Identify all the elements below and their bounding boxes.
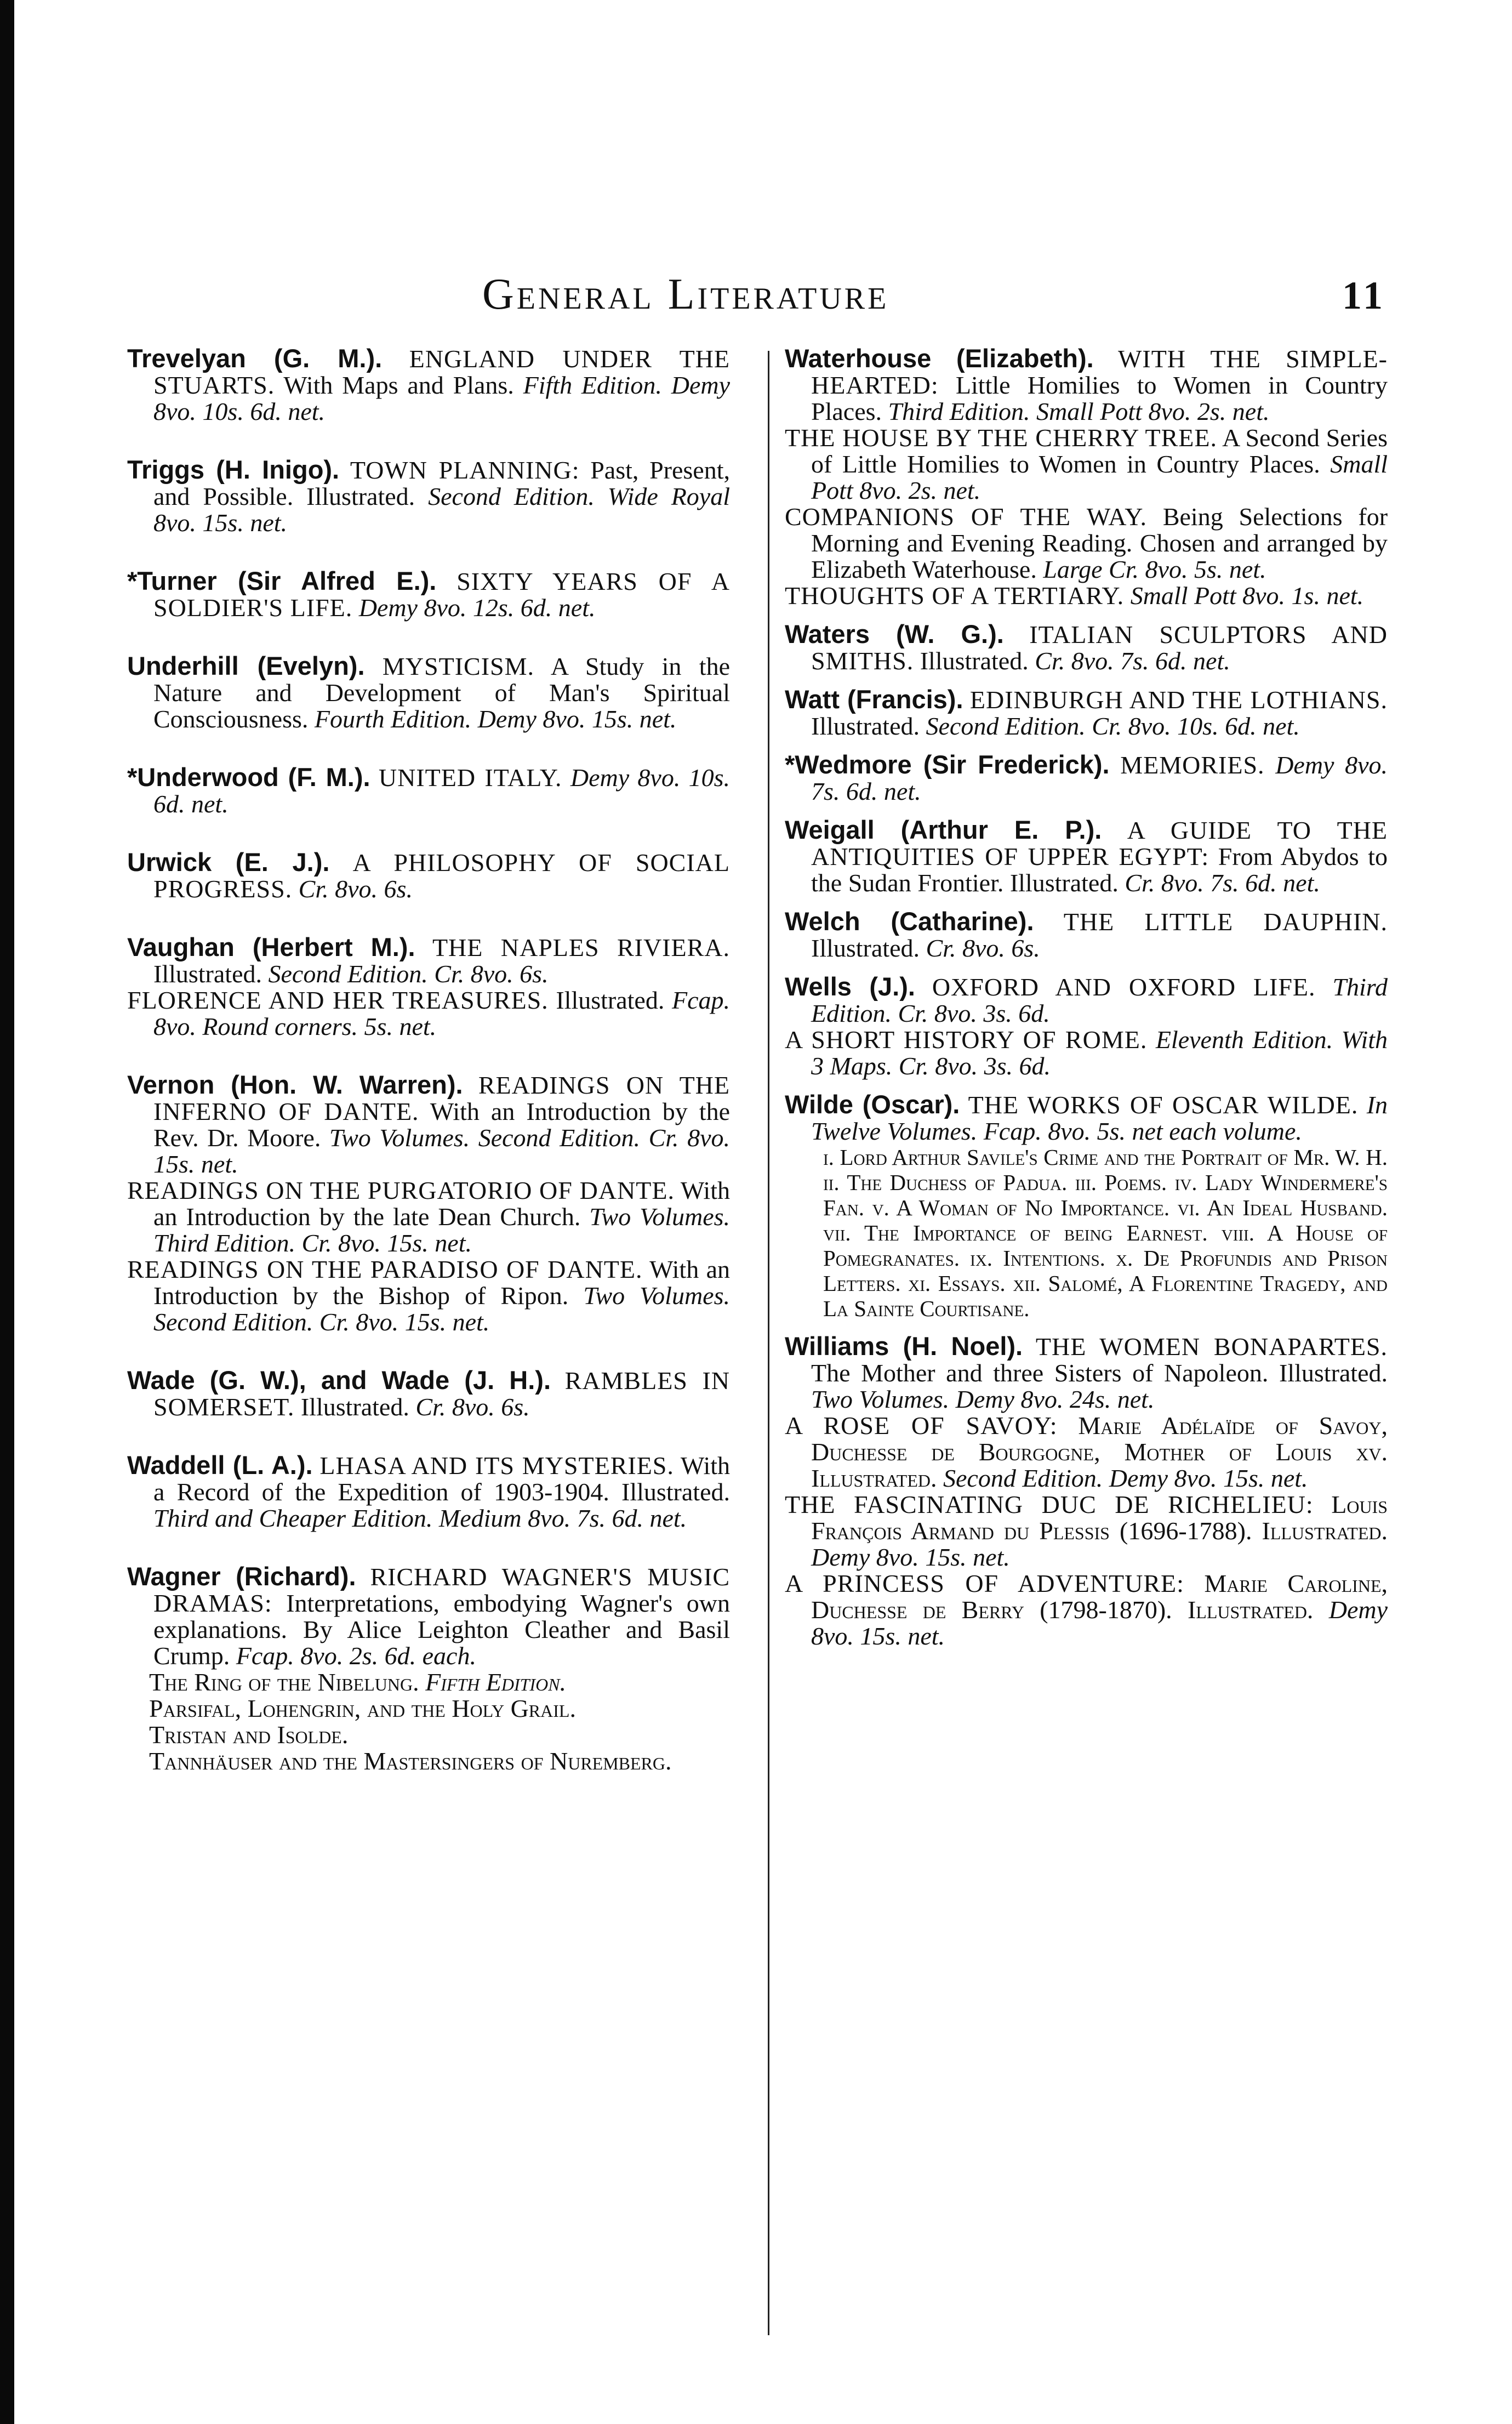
left-column — [127, 345, 730, 1774]
entry-author: Vaughan (Herbert M.). — [127, 932, 415, 961]
entry-description: Illustrated. — [556, 986, 665, 1014]
catalog-entry — [785, 504, 1388, 583]
catalog-entry — [785, 1413, 1388, 1492]
catalog-entry — [127, 1367, 730, 1420]
entry-author: Vernon (Hon. W. Warren). — [127, 1070, 463, 1099]
catalog-entry — [785, 686, 1388, 739]
catalog-entry — [127, 653, 730, 732]
entry-title: UNITED ITALY. — [378, 764, 562, 792]
entry-title: MEMORIES. — [1120, 751, 1265, 779]
entry-title: LHASA AND ITS MYSTERIES. — [319, 1452, 674, 1480]
catalog-entry — [785, 1027, 1388, 1079]
sub-title: Tristan and Isolde. — [149, 1721, 349, 1749]
entry-edition: Cr. 8vo. 7s. 6d. net. — [1035, 647, 1230, 675]
entry-edition: Two Volumes. Demy 8vo. 24s. net. — [811, 1385, 1155, 1413]
entry-description: Illustrated. — [920, 647, 1029, 675]
scan-edge-shadow — [0, 0, 14, 2424]
entry-description: Illustrated. — [300, 1393, 409, 1421]
entry-title: COMPANIONS OF THE WAY. — [785, 503, 1148, 531]
catalog-entry — [785, 1333, 1388, 1413]
entry-title: A ROSE OF SAVOY: — [785, 1412, 1058, 1439]
catalog-entry — [785, 425, 1388, 504]
entry-author: Waters (W. G.). — [785, 619, 1004, 648]
entry-edition: Demy 8vo. 10s. 6d. net. — [153, 764, 730, 818]
entry-edition: Two Volumes. Second Edition. Cr. 8vo. 15s. net. — [153, 1282, 730, 1336]
entry-description: Little Homilies to Women in Country Places. — [811, 371, 1388, 425]
entry-author: Williams (H. Noel). — [785, 1332, 1023, 1361]
entry-description: With an Introduction by the Bishop of Ripon. — [153, 1255, 730, 1310]
entry-description: Past, Present, and Possible. Illustrated. — [153, 456, 730, 510]
entry-edition: Demy 8vo. 7s. 6d. net. — [811, 751, 1388, 805]
entry-description: Louis François Armand du Plessis (1696-1788). Illustrated. — [811, 1490, 1388, 1545]
entry-title: READINGS ON THE PURGATORIO OF DANTE. — [127, 1176, 675, 1204]
right-column — [785, 345, 1388, 1649]
entry-description: Illustrated. — [811, 934, 920, 962]
entry-author: Wells (J.). — [785, 972, 915, 1001]
catalog-entry — [127, 934, 730, 987]
entry-edition: Cr. 8vo. 6s. — [415, 1393, 530, 1421]
catalog-entry — [785, 908, 1388, 961]
entry-edition: Eleventh Edition. With 3 Maps. Cr. 8vo. 3s. 6d. — [811, 1026, 1388, 1080]
entry-author: Welch (Catharine). — [785, 907, 1034, 936]
entry-title: THE LITTLE DAUPHIN. — [1063, 908, 1388, 936]
entry-description: Illustrated. — [811, 712, 920, 740]
entry-edition: In Twelve Volumes. Fcap. 8vo. 5s. net each volume. — [811, 1091, 1388, 1145]
entry-description: A Second Series of Little Homilies to Women in Country Places. — [811, 424, 1388, 478]
entry-title: RICHARD WAGNER'S MUSIC DRAMAS: — [153, 1563, 731, 1617]
entry-title: TOWN PLANNING: — [350, 456, 580, 484]
entry-edition: Cr. 8vo. 6s. — [298, 875, 413, 903]
entry-title: ENGLAND UNDER THE STUARTS. — [153, 345, 730, 399]
entry-description: Illustrated. — [153, 960, 262, 988]
entry-description: From Abydos to the Sudan Frontier. Illustrated. — [811, 843, 1388, 897]
entry-title: THE HOUSE BY THE CHERRY TREE. — [785, 424, 1217, 452]
entry-edition: Demy 8vo. 15s. net. — [811, 1596, 1388, 1650]
entry-title: A PRINCESS OF ADVENTURE: — [785, 1569, 1184, 1597]
catalog-entry — [785, 817, 1388, 896]
entry-edition: Cr. 8vo. 6s. — [926, 934, 1040, 962]
entry-description: A Study in the Nature and Development of Man's Spiritual Consciousness. — [153, 652, 730, 733]
entry-edition: Two Volumes. Third Edition. Cr. 8vo. 15s. net. — [153, 1203, 731, 1257]
catalog-entry — [127, 568, 730, 621]
catalog-entry — [785, 974, 1388, 1027]
entry-edition: Third Edition. Small Pott 8vo. 2s. net. — [888, 397, 1270, 425]
entry-author: *Underwood (F. M.). — [127, 763, 370, 792]
entry-edition: Demy 8vo. 15s. net. — [811, 1543, 1010, 1571]
entry-description: Marie Adélaïde of Savoy, Duchesse de Bourgogne, Mother of Louis xv. Illustrated. — [811, 1412, 1388, 1492]
entry-edition: Third Edition. Cr. 8vo. 3s. 6d. — [811, 973, 1388, 1027]
sub-title: Parsifal, Lohengrin, and the Holy Grail. — [149, 1694, 576, 1722]
sub-title: The Ring of the Nibelung. Fifth Edition. — [149, 1668, 567, 1696]
entry-author: Weigall (Arthur E. P.). — [785, 815, 1102, 844]
entry-edition: Large Cr. 8vo. 5s. net. — [1043, 555, 1266, 583]
entry-title: A PHILOSOPHY OF SOCIAL PROGRESS. — [153, 849, 730, 903]
sub-title: Tannhäuser and the Mastersingers of Nuremberg. — [149, 1747, 672, 1775]
entry-title: WITH THE SIMPLE-HEARTED: — [811, 345, 1388, 399]
entry-author: Waddell (L. A.). — [127, 1450, 313, 1480]
entry-edition: Two Volumes. Second Edition. Cr. 8vo. 15s. net. — [153, 1124, 731, 1178]
catalog-entry — [785, 1091, 1388, 1145]
running-header — [0, 270, 1512, 325]
entry-edition: Fcap. 8vo. 2s. 6d. each. — [236, 1642, 476, 1670]
catalog-entry — [127, 1072, 730, 1177]
entry-edition: Second Edition. Wide Royal 8vo. 15s. net. — [153, 482, 731, 537]
entry-title: RAMBLES IN SOMERSET. — [153, 1367, 730, 1421]
catalog-entry — [785, 1571, 1388, 1649]
entry-edition: Small Pott 8vo. 1s. net. — [1130, 582, 1364, 610]
entry-title: THE NAPLES RIVIERA. — [432, 934, 730, 961]
entry-title: FLORENCE AND HER TREASURES. — [127, 986, 549, 1014]
catalog-entry — [127, 1177, 730, 1256]
catalog-entry — [127, 345, 730, 425]
catalog-entry — [127, 1452, 730, 1532]
catalog-entry — [785, 345, 1388, 425]
entry-title: ITALIAN SCULPTORS AND SMITHS. — [811, 621, 1388, 675]
catalog-entry — [785, 583, 1388, 609]
entry-title: OXFORD AND OXFORD LIFE. — [932, 973, 1316, 1001]
entry-edition: Fifth Edition. Demy 8vo. 10s. 6d. net. — [153, 371, 730, 425]
entry-author: Wilde (Oscar). — [785, 1090, 960, 1119]
catalog-entry — [785, 1492, 1388, 1571]
entry-edition: Fourth Edition. Demy 8vo. 15s. net. — [314, 705, 677, 733]
entry-author: Waterhouse (Elizabeth). — [785, 344, 1094, 373]
entry-author: *Turner (Sir Alfred E.). — [127, 566, 437, 595]
catalog-entry — [785, 752, 1388, 805]
catalog-entry — [785, 621, 1388, 674]
entry-description: The Mother and three Sisters of Napoleon. Illustrated. — [811, 1359, 1388, 1387]
entry-title: THE WOMEN BONAPARTES. — [1035, 1333, 1388, 1361]
entry-description: With a Record of the Expedition of 1903-1904. Illustrated. — [153, 1452, 731, 1506]
catalog-entry — [127, 849, 730, 902]
entry-author: Triggs (H. Inigo). — [127, 455, 340, 484]
catalog-entry — [127, 987, 730, 1040]
entry-author: Wagner (Richard). — [127, 1562, 356, 1591]
entry-title: THOUGHTS OF A TERTIARY. — [785, 582, 1125, 610]
wilde-volume-list: i. Lord Arthur Savile's Crime and the Portrait of Mr. W. H. ii. The Duchess of Padua. iii. Poems. iv. Lady Windermere's Fan. v. A Woman of No Importance. vi. An Ideal Husband. vii. The Importance of being Earnest. viii. A House of Pomegranates. ix. Intentions. x. De Profundis and Prison Letters. xi. Essays. xii. Salomé, A Florentine Tragedy, and La Sainte Courtisane. — [823, 1145, 1388, 1321]
entry-author: Underhill (Evelyn). — [127, 651, 365, 680]
entry-description: Marie Caroline, Duchesse de Berry (1798-1870). Illustrated. — [811, 1569, 1388, 1624]
entry-edition: Second Edition. Cr. 8vo. 6s. — [268, 960, 549, 988]
entry-edition: Small Pott 8vo. 2s. net. — [811, 450, 1388, 504]
entry-edition: Cr. 8vo. 7s. 6d. net. — [1125, 869, 1320, 897]
entry-edition: Third and Cheaper Edition. Medium 8vo. 7s. 6d. net. — [153, 1504, 687, 1532]
entry-title: READINGS ON THE INFERNO OF DANTE. — [153, 1071, 731, 1125]
entry-edition: Demy 8vo. 12s. 6d. net. — [358, 594, 596, 622]
entry-author: Watt (Francis). — [785, 685, 963, 714]
entry-author: Wade (G. W.), and Wade (J. H.). — [127, 1365, 551, 1395]
entry-title: EDINBURGH AND THE LOTHIANS. — [969, 686, 1388, 714]
entry-author: Trevelyan (G. M.). — [127, 344, 383, 373]
entry-title: THE FASCINATING DUC DE RICHELIEU: — [785, 1490, 1314, 1518]
entry-title: A SHORT HISTORY OF ROME. — [785, 1026, 1148, 1054]
entry-edition: Second Edition. Demy 8vo. 15s. net. — [943, 1464, 1308, 1492]
entry-title: MYSTICISM. — [382, 652, 534, 680]
page-title: General Literature — [482, 270, 889, 318]
column-rule — [768, 351, 769, 2335]
catalog-entry — [127, 764, 730, 817]
entry-description: Interpretations, embodying Wagner's own explanations. By Alice Leighton Cleather and Basil Crump. — [153, 1589, 731, 1670]
entry-description: With an Introduction by the late Dean Church. — [153, 1176, 730, 1231]
entry-title: THE WORKS OF OSCAR WILDE. — [968, 1091, 1359, 1119]
entry-title: A GUIDE TO THE ANTIQUITIES OF UPPER EGYPT: — [811, 816, 1388, 870]
page-number: 11 — [1342, 274, 1387, 317]
entry-author: Urwick (E. J.). — [127, 847, 330, 877]
catalog-entry — [127, 457, 730, 536]
catalog-entry — [127, 1563, 730, 1669]
entry-title: SIXTY YEARS OF A SOLDIER'S LIFE. — [153, 567, 731, 622]
entry-description: With an Introduction by the Rev. Dr. Moore. — [153, 1097, 731, 1152]
entry-description: With Maps and Plans. — [283, 371, 514, 399]
entry-title: READINGS ON THE PARADISO OF DANTE. — [127, 1255, 643, 1283]
entry-edition: Second Edition. Cr. 8vo. 10s. 6d. net. — [926, 712, 1300, 740]
entry-edition: Fcap. 8vo. Round corners. 5s. net. — [153, 986, 731, 1040]
catalog-entry — [127, 1256, 730, 1335]
entry-description: Being Selections for Morning and Evening Reading. Chosen and arranged by Elizabeth Waterhouse. — [811, 503, 1388, 583]
entry-author: *Wedmore (Sir Frederick). — [785, 750, 1110, 779]
